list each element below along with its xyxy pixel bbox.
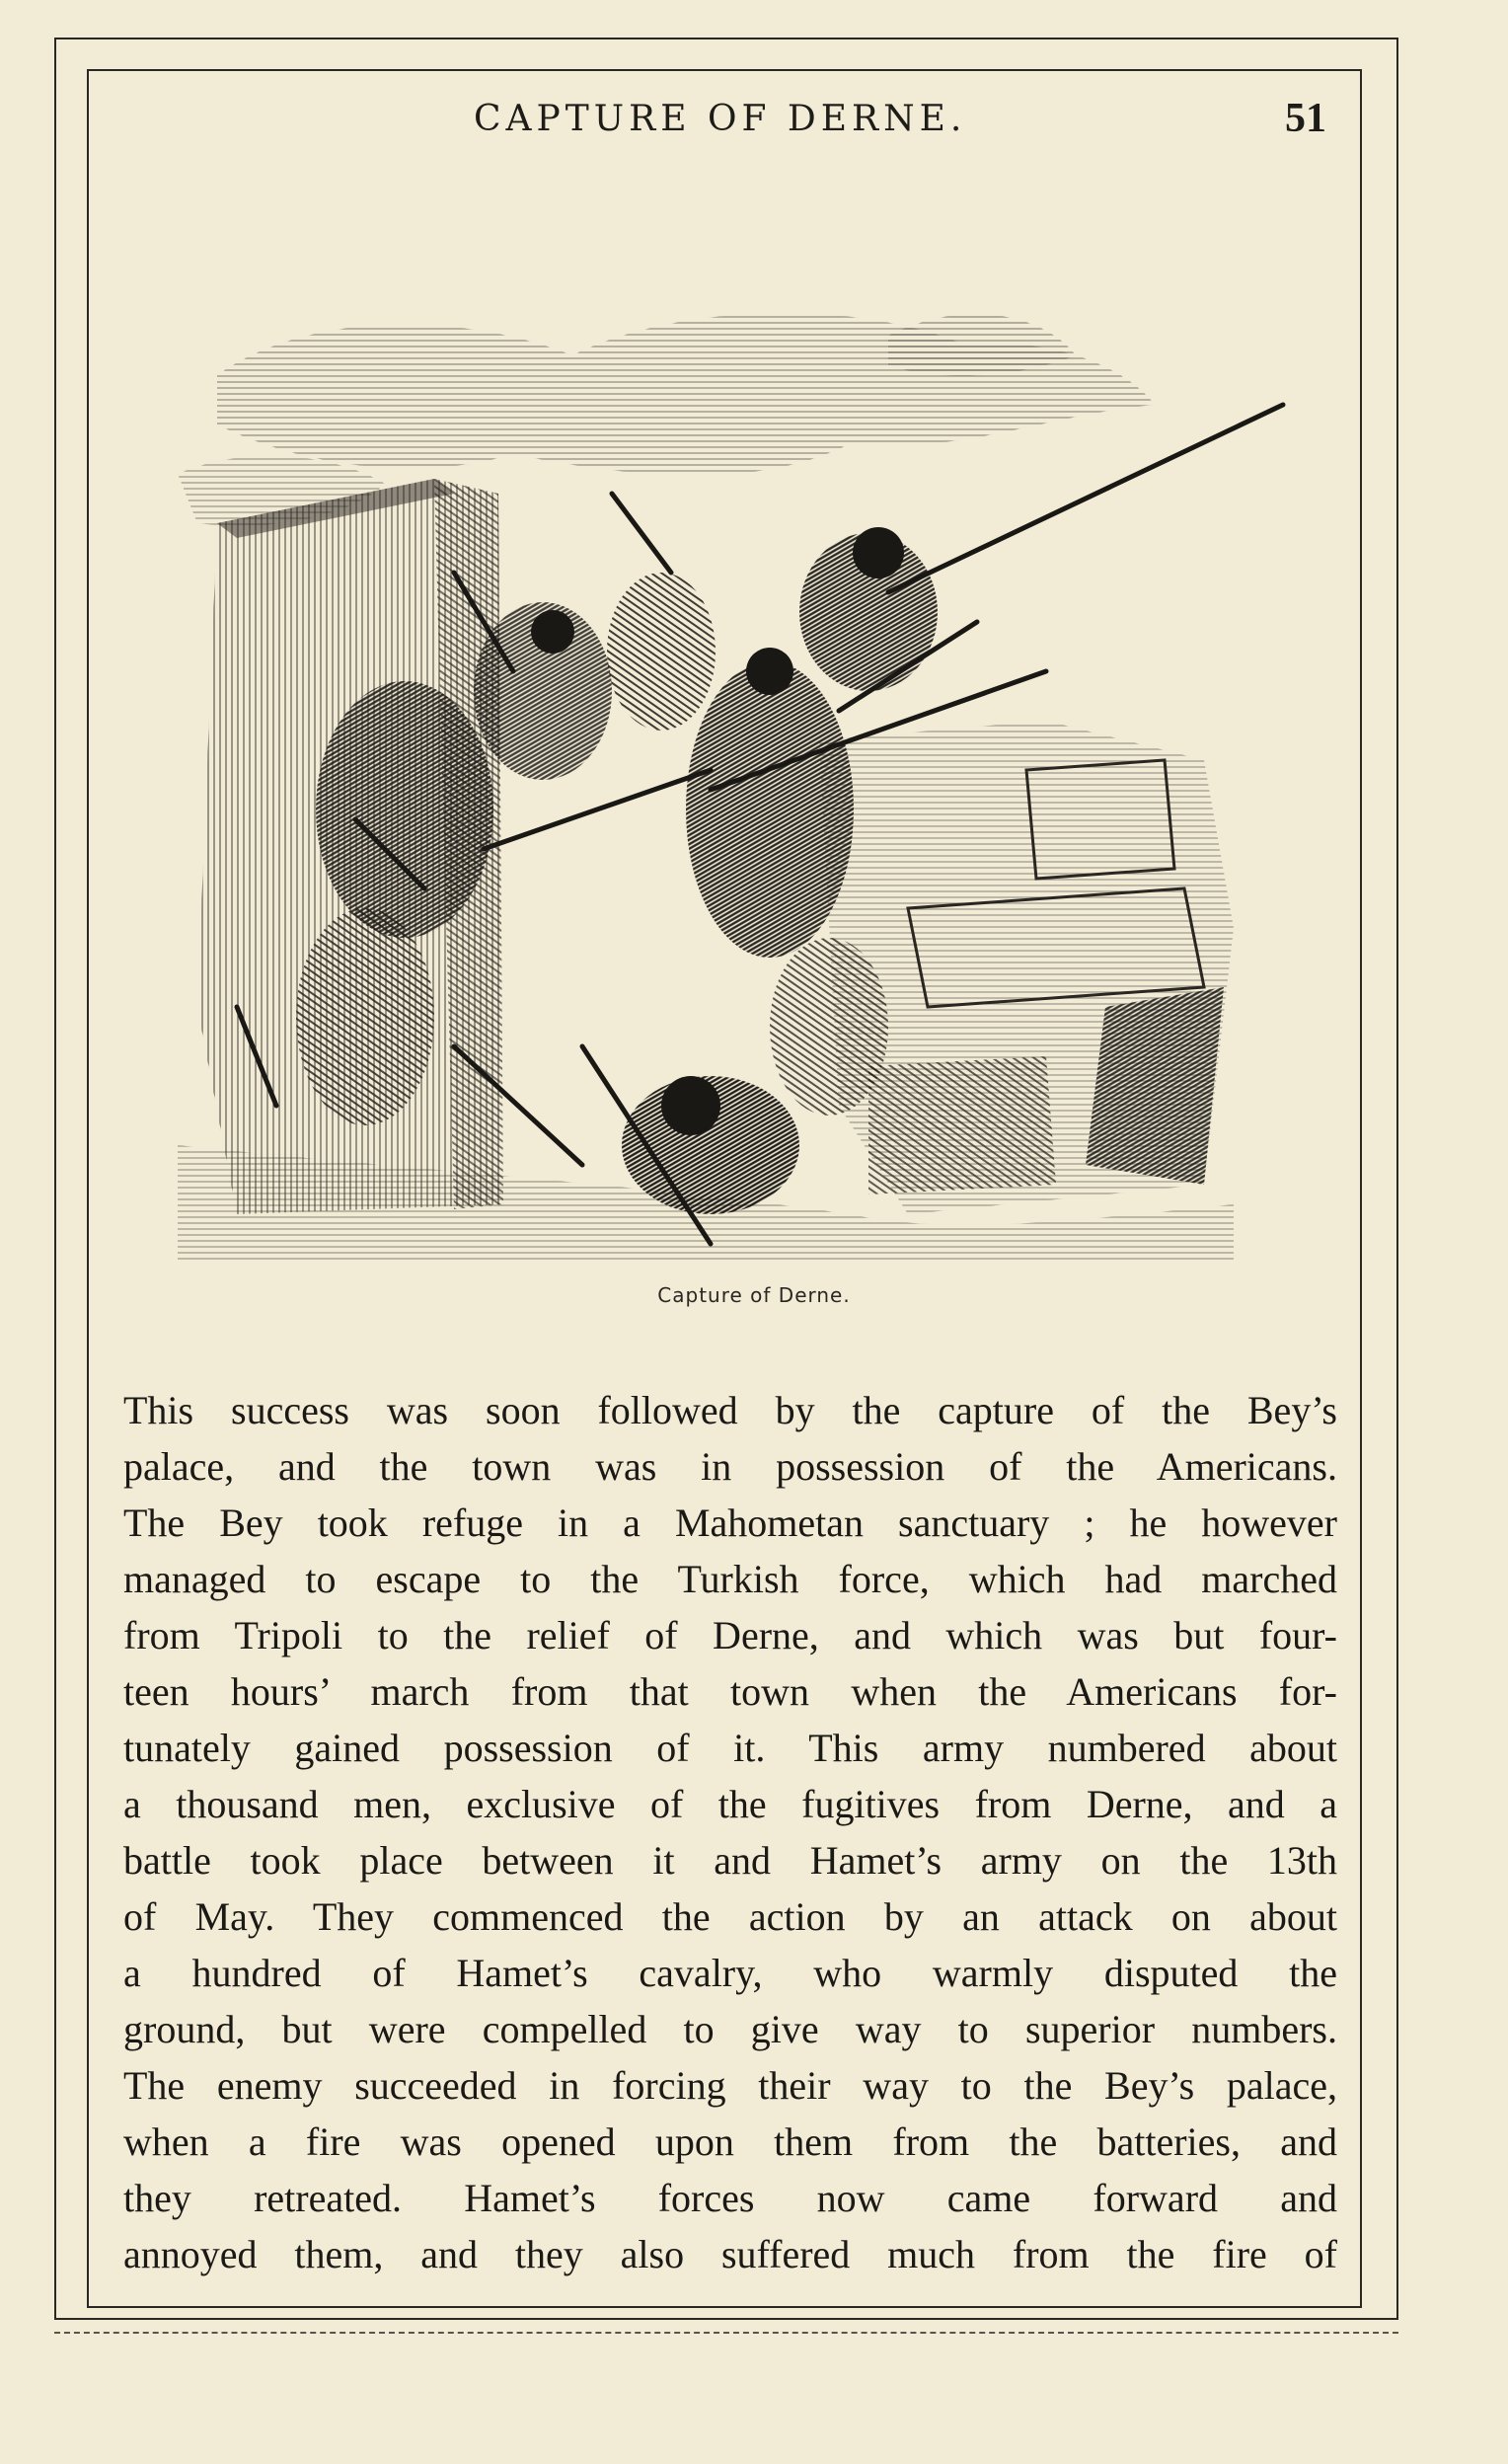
bottom-rule (54, 2332, 1398, 2334)
text-line: a thousand men, exclusive of the fugitives from Derne, and a (123, 1782, 1337, 1826)
text-line: The enemy succeeded in forcing their way to the Bey’s palace, (123, 2063, 1337, 2108)
text-line: of May. They commenced the action by an attack on about (123, 1894, 1337, 1939)
figure-caption: Capture of Derne. (657, 1283, 851, 1307)
rampart-wall (819, 721, 1234, 1214)
text-line: palace, and the town was in possession of the Americans. (123, 1444, 1337, 1489)
text-line: managed to escape to the Turkish force, which had marched (123, 1557, 1337, 1601)
page-number: 51 (1285, 96, 1326, 141)
text-line: battle took place between it and Hamet’s army on the 13th (123, 1838, 1337, 1883)
text-line: when a fire was opened upon them from the batteries, and (123, 2119, 1337, 2164)
text-line: a hundred of Hamet’s cavalry, who warmly disputed the (123, 1951, 1337, 1995)
running-title: CAPTURE OF DERNE. (474, 99, 967, 139)
text-line: ground, but were compelled to give way to superior numbers. (123, 2007, 1337, 2051)
text-line: The Bey took refuge in a Mahometan sanctuary ; he however (123, 1501, 1337, 1545)
capture-of-derne-engraving (158, 296, 1322, 1264)
text-line: they retreated. Hamet’s forces now came forward and (123, 2176, 1337, 2220)
text-line: from Tripoli to the relief of Derne, and which was but four- (123, 1613, 1337, 1657)
text-line: annoyed them, and they also suffered much from the fire of (123, 2232, 1337, 2276)
text-line: teen hours’ march from that town when the Americans for- (123, 1669, 1337, 1714)
smoke-clouds (178, 313, 1155, 525)
text-line: tunately gained possession of it. This army numbered about (123, 1726, 1337, 1770)
text-line: This success was soon followed by the capture of the Bey’s (123, 1388, 1337, 1432)
body-text (123, 1382, 1337, 2282)
